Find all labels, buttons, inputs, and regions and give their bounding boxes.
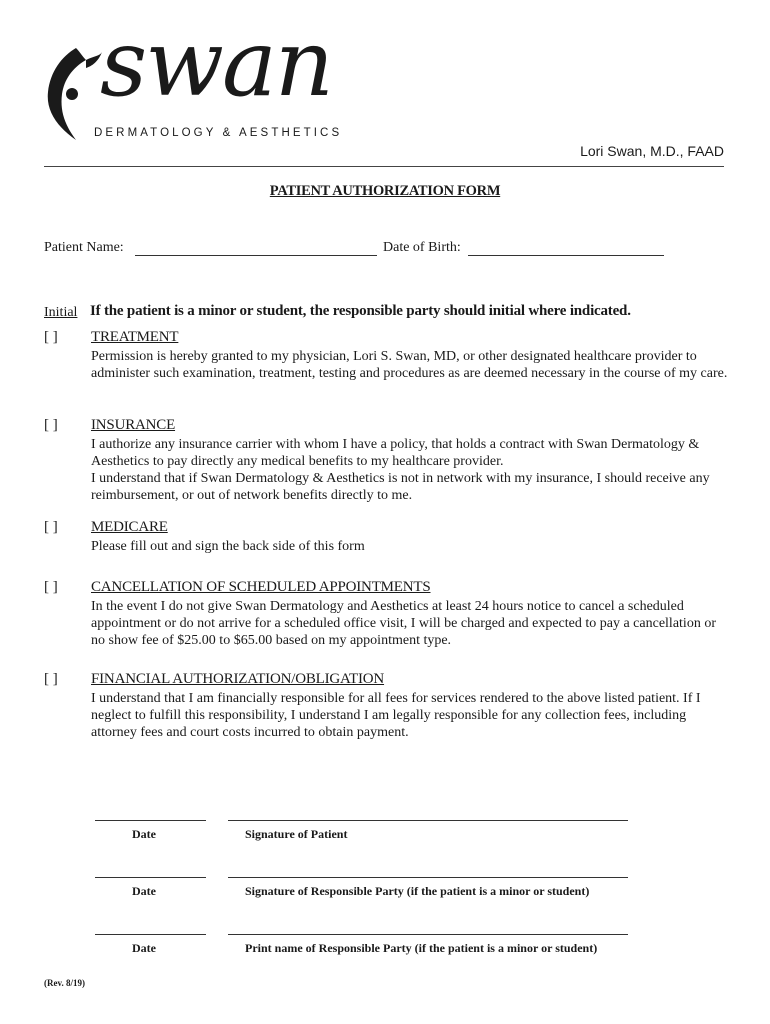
section-title: INSURANCE xyxy=(91,417,176,433)
form-title: PATIENT AUTHORIZATION FORM xyxy=(269,183,501,199)
patient-name-field[interactable] xyxy=(135,255,377,256)
date-line[interactable] xyxy=(95,820,206,821)
patient-name-label: Patient Name: xyxy=(44,240,124,255)
section-title: TREATMENT xyxy=(91,329,179,345)
section-title: MEDICARE xyxy=(91,519,168,535)
signature-line[interactable] xyxy=(228,877,628,878)
header-divider xyxy=(44,166,724,167)
section-paragraph: I understand that if Swan Dermatology & Aesthetics is not in network with my insurance, I should receive any reimbursement, or out of network benefits directly to me. xyxy=(91,471,710,503)
section-body xyxy=(91,348,731,382)
initial-box[interactable]: [ ] xyxy=(44,671,58,687)
date-line[interactable] xyxy=(95,877,206,878)
dob-label: Date of Birth: xyxy=(383,240,461,255)
signature-line[interactable] xyxy=(228,820,628,821)
date-label: Date xyxy=(132,941,156,955)
section-paragraph: Please fill out and sign the back side of this form xyxy=(91,539,365,554)
section-paragraph: Permission is hereby granted to my physician, Lori S. Swan, MD, or other designated healthcare provider to administer such examination, treatment, testing and procedures as are deemed necessary in the course of my care. xyxy=(91,349,728,381)
signature-label: Signature of Responsible Party (if the patient is a minor or student) xyxy=(245,884,590,898)
signature-label: Print name of Responsible Party (if the patient is a minor or student) xyxy=(245,941,598,955)
initial-column-label: Initial xyxy=(44,305,78,320)
initial-instruction: If the patient is a minor or student, the responsible party should initial where indicated. xyxy=(90,303,631,319)
section-body xyxy=(91,436,731,504)
revision-note: (Rev. 8/19) xyxy=(44,978,85,988)
initial-box[interactable]: [ ] xyxy=(44,519,58,535)
logo-subtitle: DERMATOLOGY & AESTHETICS xyxy=(94,127,343,139)
section-paragraph: In the event I do not give Swan Dermatology and Aesthetics at least 24 hours notice to cancel a scheduled appointment or do not arrive for a scheduled office visit, I will be charged and expected to pay a cancellation or no show fee of $25.00 to $65.00 based on my appointment type. xyxy=(91,599,716,648)
section-body xyxy=(91,538,731,555)
section-title: CANCELLATION OF SCHEDULED APPOINTMENTS xyxy=(91,579,431,595)
date-line[interactable] xyxy=(95,934,206,935)
section-paragraph: I understand that I am financially responsible for all fees for services rendered to the above listed patient. If I neglect to fulfill this responsibility, I understand I am legally responsible for any collection fees, including attorney fees and court costs incurred to obtain payment. xyxy=(91,691,701,740)
date-label: Date xyxy=(132,884,156,898)
initial-box[interactable]: [ ] xyxy=(44,329,58,345)
logo-wordmark: swan xyxy=(100,10,333,117)
initial-box[interactable]: [ ] xyxy=(44,579,58,595)
signature-label: Signature of Patient xyxy=(245,827,348,841)
dob-field[interactable] xyxy=(468,255,664,256)
signature-line[interactable] xyxy=(228,934,628,935)
date-label: Date xyxy=(132,827,156,841)
section-title: FINANCIAL AUTHORIZATION/OBLIGATION xyxy=(91,671,385,687)
section-body xyxy=(91,598,731,649)
section-body xyxy=(91,690,731,741)
section-paragraph: I authorize any insurance carrier with whom I have a policy, that holds a contract with Swan Dermatology & Aesthetics to pay directly any medical benefits to my healthcare provider. xyxy=(91,437,700,469)
doctor-name: Lori Swan, M.D., FAAD xyxy=(580,143,724,159)
initial-box[interactable]: [ ] xyxy=(44,417,58,433)
